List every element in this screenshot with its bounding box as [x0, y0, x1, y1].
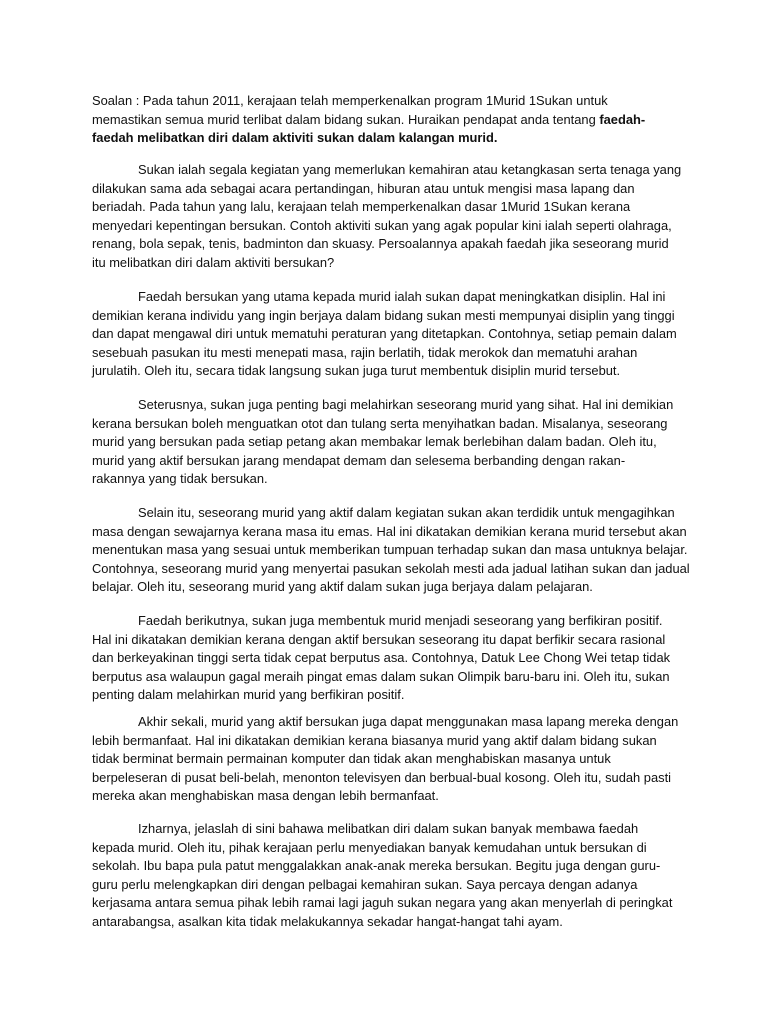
- question-emphasis: faedah-faedah melibatkan diri dalam aktiviti sukan dalam kalangan murid.: [92, 111, 646, 146]
- paragraph-leisure: Akhir sekali, murid yang aktif bersukan juga dapat menggunakan masa lapang mereka dengan lebih bermanfaat. Hal ini dikatakan demikian kerana biasanya murid yang aktif dalam bidang sukan tidak berminat bermain permainan komputer dan tidak akan menghabiskan masanya untuk berpeleseran di pusat beli-belah, menonton televisyen dan berbual-bual kosong. Oleh itu, sudah pasti mereka akan menghabiskan masa dengan lebih bermanfaat.: [92, 714, 679, 804]
- question-text: Soalan : Pada tahun 2011, kerajaan telah memperkenalkan program 1Murid 1Sukan untuk memastikan semua murid terlibat dalam bidang sukan. Huraikan pendapat anda tentang: [92, 93, 608, 127]
- paragraph-time-management: Selain itu, seseorang murid yang aktif dalam kegiatan sukan akan terdidik untuk mengagihkan masa dengan sewajarnya kerana masa itu emas. Hal ini dikatakan demikian kerana murid tersebut akan menentukan masa yang sesuai untuk memberikan tumpuan terhadap sukan dan masa untuknya belajar. Contohnya, seseorang murid yang menyertai pasukan sekolah mesti ada jadual latihan sukan dan jadual belajar. Oleh itu, seseorang murid yang aktif dalam sukan juga berjaya dalam pelajaran.: [92, 505, 690, 595]
- paragraph-discipline: Faedah bersukan yang utama kepada murid ialah sukan dapat meningkatkan disiplin. Hal ini demikian kerana individu yang ingin berjaya dalam bidang sukan mesti mempunyai disiplin yang tinggi dan dapat mengawal diri untuk mematuhi peraturan yang ditetapkan. Contohnya, setiap pemain dalam sesebuah pasukan itu mesti menepati masa, rajin berlatih, tidak merokok dan mematuhi arahan jurulatih. Oleh itu, secara tidak langsung sukan juga turut membentuk disiplin murid tersebut.: [92, 289, 677, 379]
- essay-question: [92, 92, 657, 148]
- paragraph-introduction: Sukan ialah segala kegiatan yang memerlukan kemahiran atau ketangkasan serta tenaga yang dilakukan sama ada sebagai acara pertandingan, hiburan atau untuk mengisi masa lapang dan beriadah. Pada tahun yang lalu, kerajaan telah memperkenalkan dasar 1Murid 1Sukan kerana menyedari kepentingan bersukan. Contoh aktiviti sukan yang agak popular kini ialah seperti olahraga, renang, bola sepak, tenis, badminton dan skuasy. Persoalannya apakah faedah jika seseorang murid itu melibatkan diri dalam aktiviti bersukan?: [92, 162, 682, 270]
- paragraph-health: Seterusnya, sukan juga penting bagi melahirkan seseorang murid yang sihat. Hal ini demikian kerana bersukan boleh menguatkan otot dan tulang serta menyihatkan badan. Misalanya, seseorang murid yang bersukan pada setiap petang akan membakar lemak berlebihan dalam badan. Oleh itu, murid yang aktif bersukan jarang mendapat demam dan selesema berbanding dengan rakan-rakannya yang tidak bersukan.: [92, 397, 674, 487]
- paragraph-conclusion: Izharnya, jelaslah di sini bahawa melibatkan diri dalam sukan banyak membawa faedah kepada murid. Oleh itu, pihak kerajaan perlu menyediakan banyak kemudahan untuk bersukan di sekolah. Ibu bapa pula patut menggalakkan anak-anak mereka bersukan. Begitu juga dengan guru-guru perlu melengkapkan diri dengan pelbagai kemahiran sukan. Saya percaya dengan adanya kerjasama antara semua pihak lebih ramai lagi jaguh sukan negara yang akan menyerlah di peringkat antarabangsa, asalkan kita tidak melakukannya sekadar hangat-hangat tahi ayam.: [92, 821, 673, 929]
- paragraph-positive-thinking: Faedah berikutnya, sukan juga membentuk murid menjadi seseorang yang berfikiran positif. Hal ini dikatakan demikian kerana dengan aktif bersukan seseorang itu dapat berfikir secara rasional dan berkeyakinan tinggi serta tidak cepat berputus asa. Contohnya, Datuk Lee Chong Wei tetap tidak berputus asa walaupun gagal meraih pingat emas dalam sukan Olimpik baru-baru ini. Oleh itu, sukan penting dalam melahirkan murid yang berfikiran positif.: [92, 613, 671, 703]
